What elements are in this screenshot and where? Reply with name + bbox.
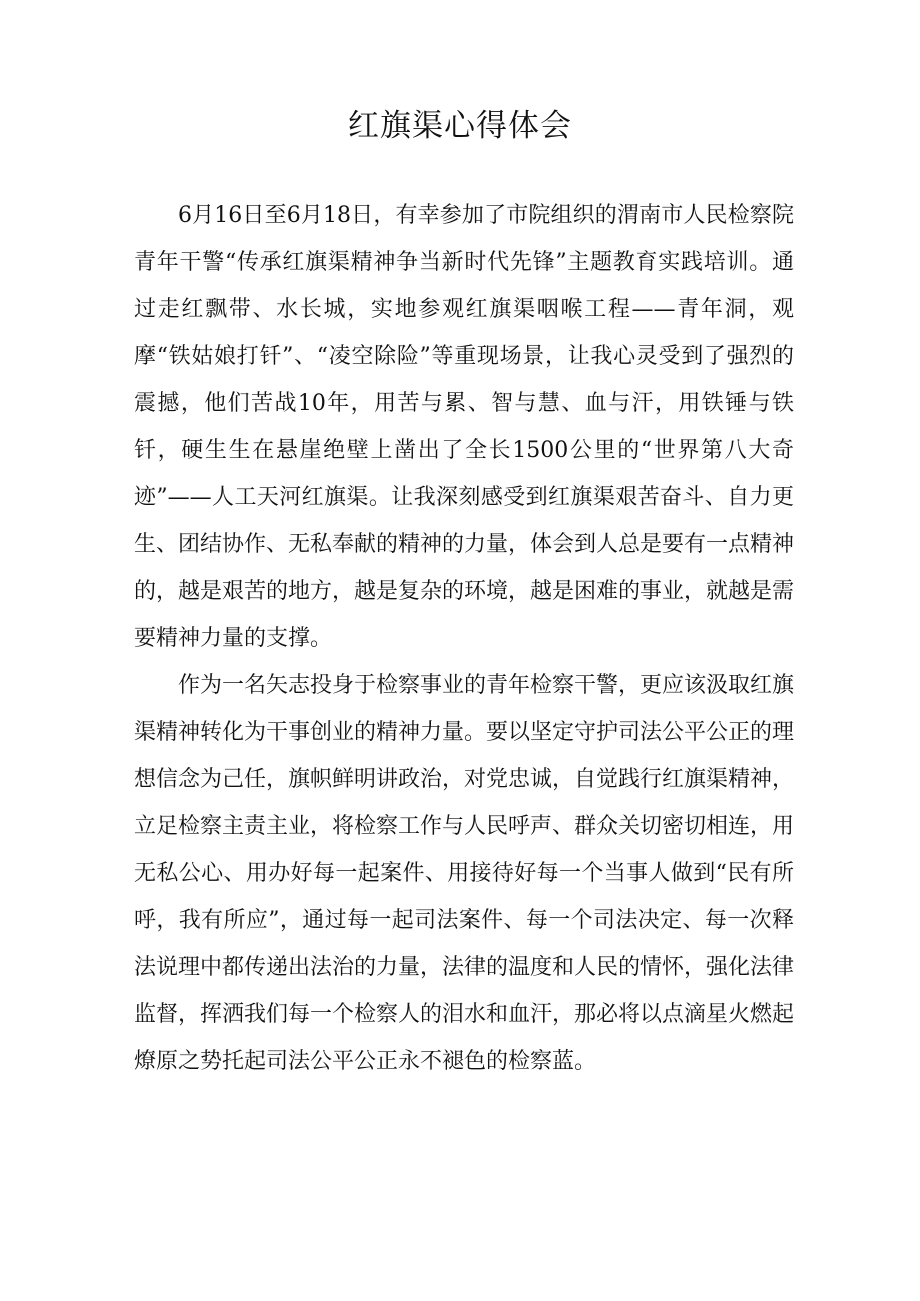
paragraph-1: 6月16日至6月18日，有幸参加了市院组织的渭南市人民检察院青年干警“传承红旗渠精神争当新时代先锋”主题教育实践培训。通过走红飘带、水长城，实地参观红旗渠咽喉工程——青年洞，观摩“铁姑娘打钎”、“凌空除险”等重现场景，让我心灵受到了强烈的震撼，他们苦战10年，用苦与累、智与慧、血与汗，用铁锤与铁钎，硬生生在悬崖绝壁上凿出了全长1500公里的“世界第八大奇迹”——人工天河红旗渠。让我深刻感受到红旗渠艰苦奋斗、自力更生、团结协作、无私奉献的精神的力量，体会到人总是要有一点精神的，越是艰苦的地方，越是复杂的环境，越是困难的事业，就越是需要精神力量的支撑。: [134, 203, 795, 651]
document-title: 红旗渠心得体会: [348, 108, 572, 144]
document-body: [134, 192, 794, 1085]
paragraph-2: 作为一名矢志投身于检察事业的青年检察干警，更应该汲取红旗渠精神转化为干事创业的精神力量。要以坚定守护司法公平公正的理想信念为己任，旗帜鲜明讲政治，对党忠诚，自觉践行红旗渠精神，立足检察主责主业，将检察工作与人民呼声、群众关切密切相连，用无私公心、用办好每一起案件、用接待好每一个当事人做到“民有所呼，我有所应”，通过每一起司法案件、每一个司法决定、每一次释法说理中都传递出法治的力量，法律的温度和人民的情怀，强化法律监督，挥洒我们每一个检察人的泪水和血汗，那必将以点滴星火燃起燎原之势托起司法公平公正永不褪色的检察蓝。: [134, 673, 795, 1074]
